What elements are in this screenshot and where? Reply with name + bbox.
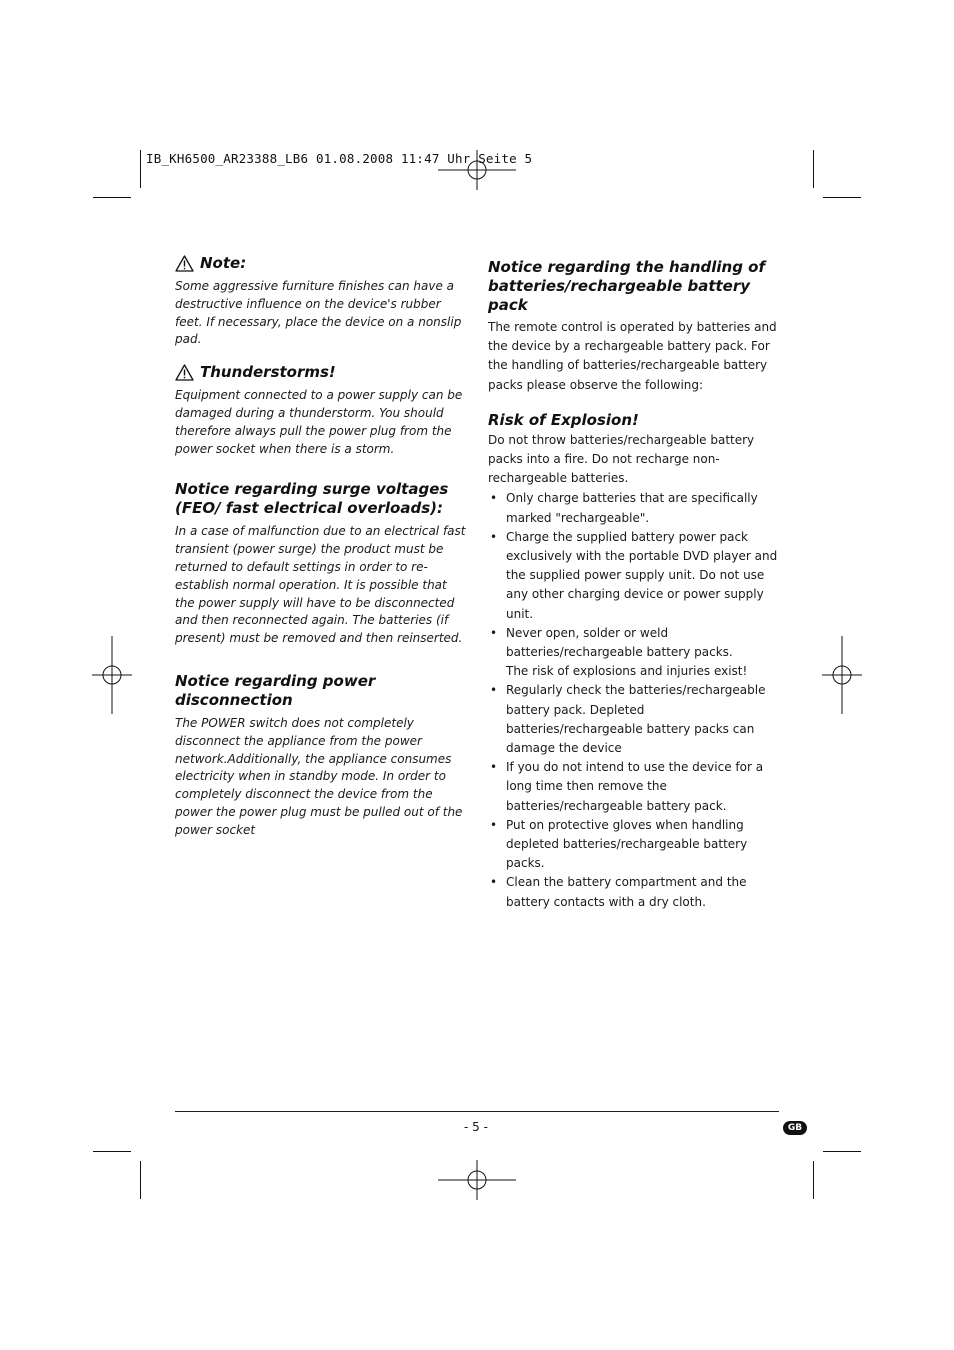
list-item: • Put on protective gloves when handling depleted batteries/rechargeable battery packs. xyxy=(490,817,748,871)
registration-mark-icon xyxy=(92,636,132,714)
note-section xyxy=(175,254,467,349)
surge-body: In a case of malfunction due to an electrical fast transient (power surge) the product must be returned to default settings in order to re-establish normal operation. It is possible that the power supply will have to be disconnected and then reconnected again. The batteries (if present) must be removed and then reinserted. xyxy=(175,524,466,646)
battery-handling-body: The remote control is operated by batteries and the device by a rechargeable battery pack. For the handling of batteries/rechargeable battery packs please observe the following: xyxy=(488,320,777,392)
registration-mark-icon xyxy=(822,636,862,714)
registration-mark-icon xyxy=(438,1160,516,1200)
list-item: • Charge the supplied battery power pack exclusively with the portable DVD player and the supplied power supply unit. Do not use any other charging device or power supply unit. xyxy=(490,529,778,621)
registration-mark-icon xyxy=(438,150,516,190)
footer-divider xyxy=(175,1111,779,1112)
thunderstorms-heading xyxy=(175,363,467,382)
warning-triangle-icon xyxy=(175,364,194,381)
explosion-warning-line: The risk of explosions and injuries exist! xyxy=(506,664,748,679)
right-column xyxy=(488,258,780,912)
power-disconnection-heading: Notice regarding power disconnection xyxy=(175,671,376,709)
language-badge: GB xyxy=(783,1121,807,1135)
battery-handling-section xyxy=(488,258,780,395)
explosion-bullet-list xyxy=(488,489,780,911)
power-disconnection-body: The POWER switch does not completely disconnect the appliance from the power network.Additionally, the appliance consumes electricity when in standby mode. In order to completely disconnect the device from the power the power plug must be pulled out of the power socket xyxy=(175,715,463,837)
list-item: • Regularly check the batteries/rechargeable battery pack. Depleted batteries/rechargeable battery packs can damage the device xyxy=(490,683,766,756)
list-item: • Clean the battery compartment and the battery contacts with a dry cloth. xyxy=(490,875,747,909)
thunderstorms-section xyxy=(175,363,467,458)
print-slug: IB_KH6500_AR23388_LB6 01.08.2008 11:47 Uhr Seite 5 xyxy=(146,151,533,166)
explosion-section xyxy=(488,411,780,912)
page-number: - 5 - xyxy=(464,1120,488,1134)
note-body: Some aggressive furniture finishes can have a destructive influence on the device's rubber feet. If necessary, place the device on a nonslip pad. xyxy=(175,279,462,347)
power-disconnection-section xyxy=(175,672,467,840)
list-item: • Never open, solder or weld batteries/rechargeable battery packs. The risk of explosions and injuries exist! xyxy=(490,625,748,679)
thunderstorms-body: Equipment connected to a power supply can be damaged during a thunderstorm. You should therefore always pull the power plug from the power socket when there is a storm. xyxy=(175,388,463,456)
surge-section xyxy=(175,480,467,648)
thunderstorms-title: Thunderstorms! xyxy=(200,363,336,382)
list-item: • Only charge batteries that are specifically marked "rechargeable". xyxy=(490,491,758,525)
note-heading xyxy=(175,254,467,273)
warning-triangle-icon xyxy=(175,255,194,272)
surge-heading: Notice regarding surge voltages (FEO/ fast electrical overloads): xyxy=(175,480,449,518)
explosion-body: Do not throw batteries/rechargeable battery packs into a fire. Do not recharge non-rechargeable batteries. xyxy=(488,432,755,486)
battery-handling-heading: Notice regarding the handling of batteries/rechargeable battery pack xyxy=(488,258,766,314)
list-item: • If you do not intend to use the device for a long time then remove the batteries/rechargeable battery pack. xyxy=(490,760,764,813)
explosion-heading: Risk of Explosion! xyxy=(488,410,639,429)
note-title: Note: xyxy=(200,254,247,272)
left-column xyxy=(175,254,467,840)
